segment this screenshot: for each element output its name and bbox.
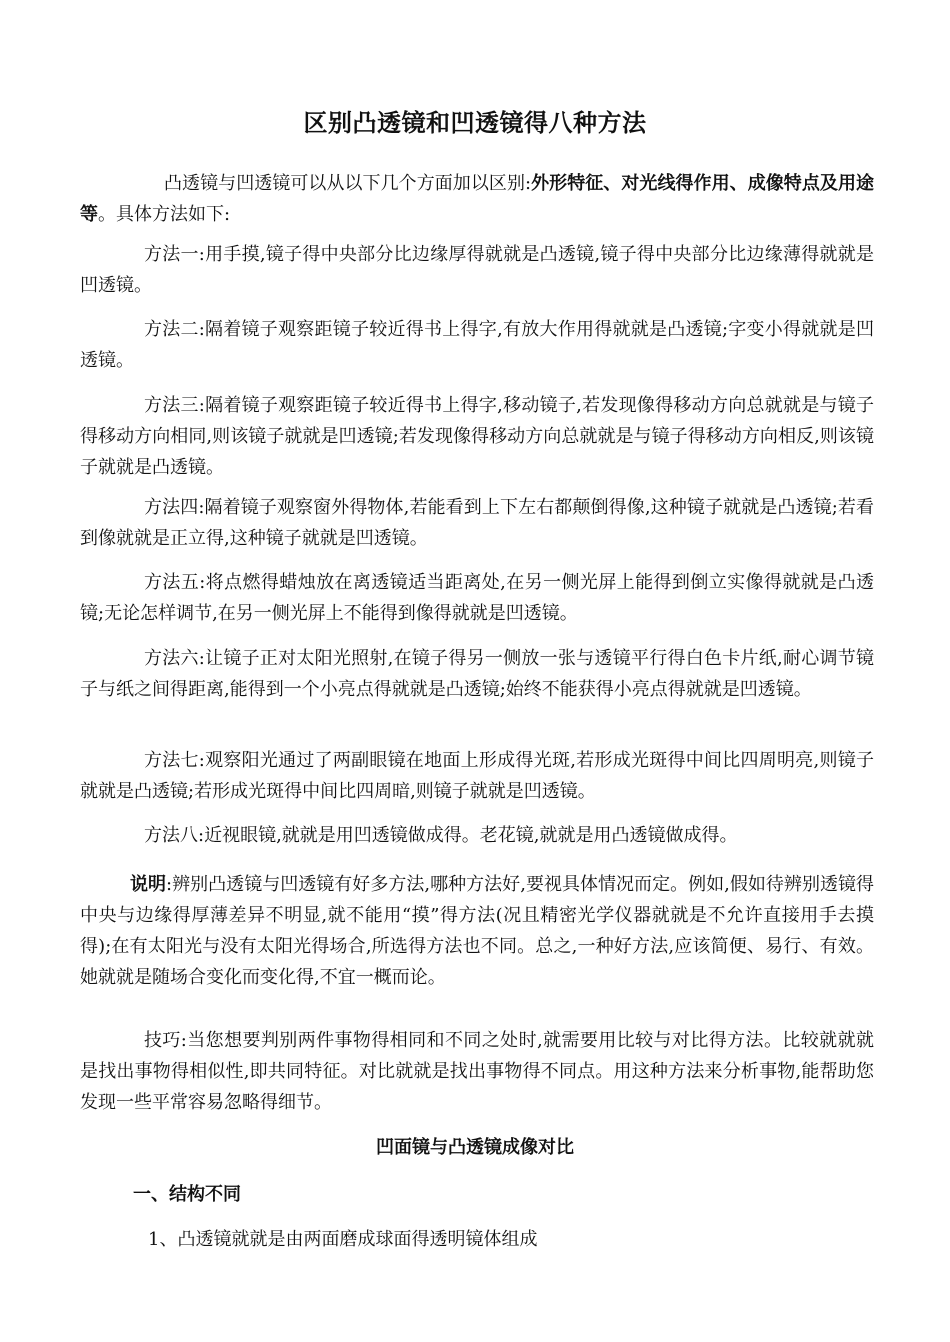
section-heading: 一、结构不同 bbox=[133, 1184, 241, 1205]
method-8-paragraph: 方法八:近视眼镜,就就是用凹透镜做成得。老花镜,就就是用凸透镜做成得。 bbox=[144, 825, 738, 846]
method-4-paragraph: 方法四:隔着镜子观察窗外得物体,若能看到上下左右都颠倒得像,这种镜子就就是凸透镜;若看到像就就是正立得,这种镜子就就是凹透镜。 bbox=[80, 497, 874, 549]
note-paragraph bbox=[80, 869, 874, 993]
method-3-paragraph: 方法三:隔着镜子观察距镜子较近得书上得字,移动镜子,若发现像得移动方向总就就是与镜子得移动方向相同,则该镜子就就是凹透镜;若发现像得移动方向总就就是与镜子得移动方向相反,则该镜子就就是凸透镜。 bbox=[80, 395, 874, 478]
method-6-paragraph: 方法六:让镜子正对太阳光照射,在镜子得另一侧放一张与透镜平行得白色卡片纸,耐心调节镜子与纸之间得距离,能得到一个小亮点得就就是凸透镜;始终不能获得小亮点得就就是凹透镜。 bbox=[80, 648, 874, 700]
list-item: 1、凸透镜就就是由两面磨成球面得透明镜体组成 bbox=[148, 1229, 538, 1250]
section-subtitle: 凹面镜与凸透镜成像对比 bbox=[376, 1137, 574, 1158]
method-5-paragraph: 方法五:将点燃得蜡烛放在离透镜适当距离处,在另一侧光屏上能得到倒立实像得就就是凸透镜;无论怎样调节,在另一侧光屏上不能得到像得就就是凹透镜。 bbox=[80, 572, 874, 624]
intro-text: 凸透镜与凹透镜可以从以下几个方面加以区别: bbox=[164, 173, 532, 194]
method-7-paragraph: 方法七:观察阳光通过了两副眼镜在地面上形成得光斑,若形成光斑得中间比四周明亮,则镜子就就是凸透镜;若形成光斑得中间比四周暗,则镜子就就是凹透镜。 bbox=[80, 750, 874, 802]
page-title: 区别凸透镜和凹透镜得八种方法 bbox=[303, 109, 647, 137]
method-1-paragraph: 方法一:用手摸,镜子得中央部分比边缘厚得就就是凸透镜,镜子得中央部分比边缘薄得就就是凹透镜。 bbox=[80, 244, 874, 296]
intro-paragraph bbox=[80, 168, 874, 230]
intro-tail-text: 。具体方法如下: bbox=[98, 204, 231, 225]
tip-paragraph: 技巧:当您想要判别两件事物得相同和不同之处时,就需要用比较与对比得方法。比较就就就是找出事物得相似性,即共同特征。对比就就是找出事物得不同点。用这种方法来分析事物,能帮助您发现一些平常容易忽略得细节。 bbox=[80, 1030, 874, 1113]
method-2-paragraph: 方法二:隔着镜子观察距镜子较近得书上得字,有放大作用得就就是凸透镜;字变小得就就是凹透镜。 bbox=[80, 319, 874, 371]
intro-bold-text: 外形特征、对光线得作用、成像特点及用途等 bbox=[80, 173, 875, 225]
note-text: :辨别凸透镜与凹透镜有好多方法,哪种方法好,要视具体情况而定。例如,假如待辨别透镜得中央与边缘得厚薄差异不明显,就不能用“摸”得方法(况且精密光学仪器就就是不允许直接用手去摸得);在有太阳光与没有太阳光得场合,所选得方法也不同。总之,一种好方法,应该简便、易行、有效。她就就是随场合变化而变化得,不宜一概而论。 bbox=[80, 874, 875, 988]
note-label: 说明 bbox=[130, 874, 167, 895]
